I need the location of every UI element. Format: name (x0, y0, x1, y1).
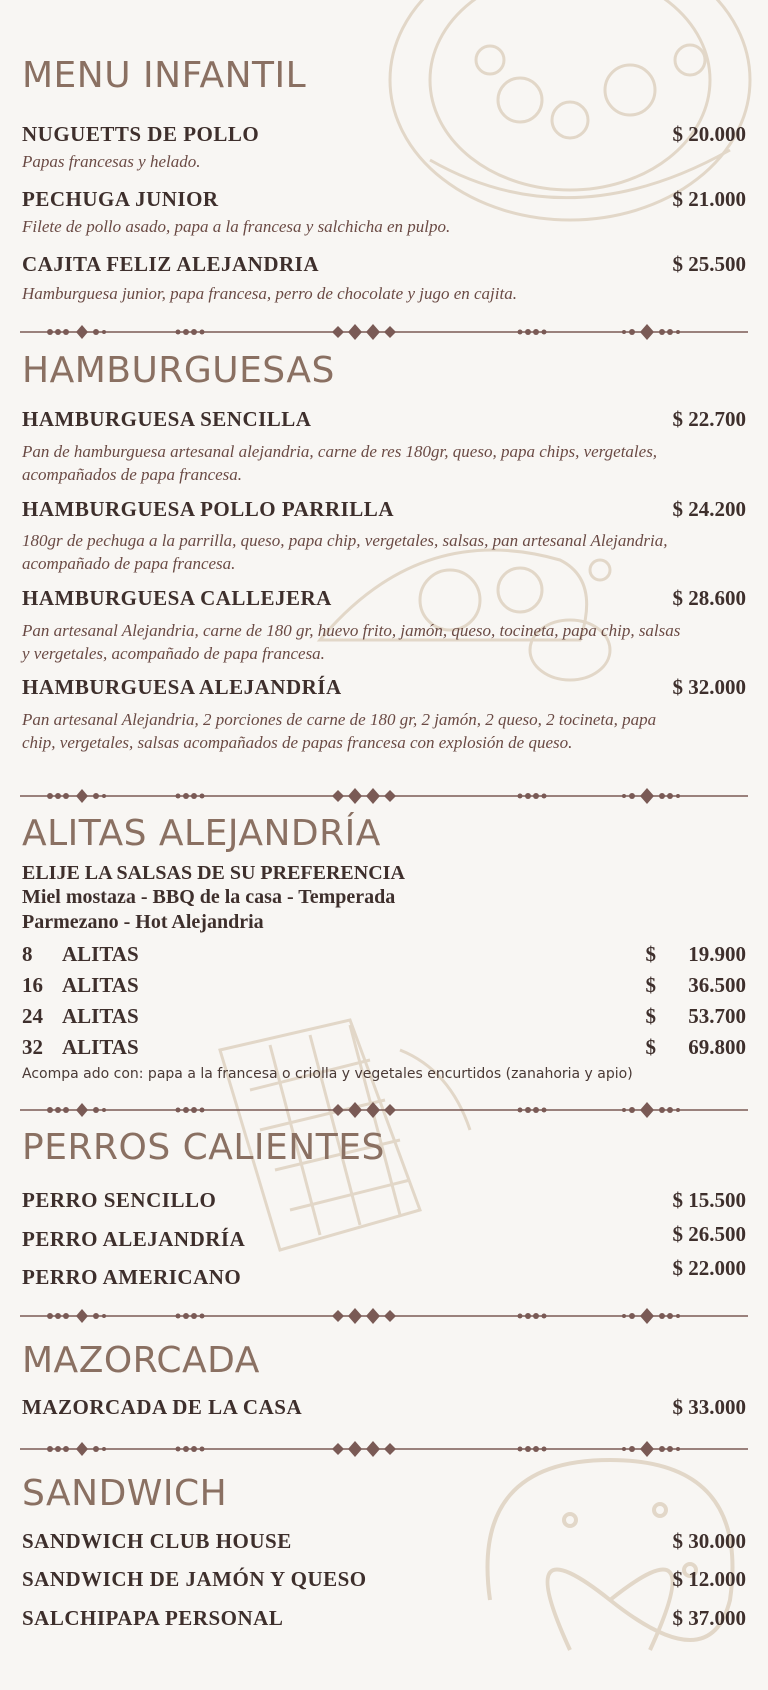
menu-item-name: HAMBURGUESA ALEJANDRÍA (22, 675, 342, 699)
menu-item-price: $ 25.500 (672, 252, 746, 276)
ornament-divider-icon (20, 1100, 748, 1120)
menu-item-name: SANDWICH CLUB HOUSE (22, 1529, 292, 1553)
alitas-price: 36.500 (688, 973, 746, 997)
alitas-sauces-line: Parmezano - Hot Alejandria (22, 911, 264, 933)
menu-item-price: $ 12.000 (672, 1567, 746, 1591)
menu-item-name: CAJITA FELIZ ALEJANDRIA (22, 252, 319, 276)
menu-item-price: $ 26.500 (672, 1222, 746, 1246)
ornament-divider-icon (20, 1439, 748, 1459)
alitas-count: 32 (22, 1035, 43, 1059)
alitas-row (22, 973, 746, 999)
menu-item-name: PERRO AMERICANO (22, 1265, 242, 1289)
alitas-label: ALITAS (62, 973, 139, 997)
menu-item-price: $ 30.000 (672, 1529, 746, 1553)
alitas-note: Acompa ado con: papa a la francesa o criolla y vegetales encurtidos (zanahoria y apio) (22, 1066, 633, 1082)
menu-item-price: $ 28.600 (672, 586, 746, 610)
section-title-mazorcada: MAZORCADA (22, 1340, 260, 1381)
alitas-sauces-line: Miel mostaza - BBQ de la casa - Temperada (22, 886, 396, 908)
alitas-count: 24 (22, 1004, 43, 1028)
menu-item-price: $ 32.000 (672, 675, 746, 699)
menu-item-name: PECHUGA JUNIOR (22, 187, 219, 211)
menu-item-name: PERRO SENCILLO (22, 1188, 217, 1212)
section-title-hamburguesas: HAMBURGUESAS (22, 350, 335, 391)
menu-item-price: $ 22.700 (672, 407, 746, 431)
menu-item-name: NUGUETTS DE POLLO (22, 122, 260, 146)
menu-item-price: $ 24.200 (672, 497, 746, 521)
menu-item-name: HAMBURGUESA SENCILLA (22, 407, 312, 431)
alitas-label: ALITAS (62, 942, 139, 966)
alitas-row (22, 1035, 746, 1061)
alitas-row (22, 942, 746, 968)
menu-item-description: Pan artesanal Alejandria, 2 porciones de carne de 180 gr, 2 jamón, 2 queso, 2 tocineta, papa chip, vergetales, salsas acompañados de papas francesa con explosión de queso. (22, 710, 657, 752)
menu-item-price: $ 37.000 (672, 1606, 746, 1630)
ornament-divider-icon (20, 786, 748, 806)
menu-item-description: 180gr de pechuga a la parrilla, queso, papa chip, vergetales, salsas, pan artesanal Alejandria, acompañado de papa francesa. (22, 531, 668, 573)
menu-item-name: SANDWICH DE JAMÓN Y QUESO (22, 1567, 367, 1591)
menu-item-price: $ 22.000 (672, 1256, 746, 1280)
menu-item-description: Filete de pollo asado, papa a la francesa y salchicha en pulpo. (22, 217, 451, 236)
alitas-count: 16 (22, 973, 43, 997)
menu-item-description: Papas francesas y helado. (22, 152, 201, 171)
menu-item-price: $ 33.000 (672, 1395, 746, 1419)
alitas-subtitle: ELIJE LA SALSAS DE SU PREFERENCIA (22, 862, 405, 884)
alitas-price: 69.800 (688, 1035, 746, 1059)
section-title-menu-infantil: MENU INFANTIL (22, 55, 307, 96)
ornament-divider-icon (20, 322, 748, 342)
alitas-price: 53.700 (688, 1004, 746, 1028)
ornament-divider-icon (20, 1306, 748, 1326)
menu-item-price: $ 15.500 (672, 1188, 746, 1212)
menu-item-description: Pan de hamburguesa artesanal alejandria, carne de res 180gr, queso, papa chips, vergetales, acompañados de papa francesa. (22, 442, 658, 484)
menu-item-name: HAMBURGUESA CALLEJERA (22, 586, 332, 610)
alitas-currency: $ (645, 942, 656, 966)
alitas-currency: $ (645, 1004, 656, 1028)
menu-item-name: HAMBURGUESA POLLO PARRILLA (22, 497, 394, 521)
menu-item-price: $ 21.000 (672, 187, 746, 211)
alitas-row (22, 1004, 746, 1030)
alitas-count: 8 (22, 942, 33, 966)
alitas-label: ALITAS (62, 1004, 139, 1028)
alitas-label: ALITAS (62, 1035, 139, 1059)
menu-item-name: MAZORCADA DE LA CASA (22, 1395, 303, 1419)
menu-item-price: $ 20.000 (672, 122, 746, 146)
menu-item-name: SALCHIPAPA PERSONAL (22, 1606, 284, 1630)
section-title-perros-calientes: PERROS CALIENTES (22, 1127, 385, 1168)
menu-item-description: Pan artesanal Alejandria, carne de 180 gr, huevo frito, jamón, queso, tocineta, papa chip, salsas y vergetales, acompañado de papa francesa. (22, 621, 681, 663)
menu-item-description: Hamburguesa junior, papa francesa, perro de chocolate y jugo en cajita. (22, 284, 517, 303)
menu-item-name: PERRO ALEJANDRÍA (22, 1227, 246, 1251)
alitas-currency: $ (645, 1035, 656, 1059)
alitas-currency: $ (645, 973, 656, 997)
section-title-alitas: ALITAS ALEJANDRÍA (22, 813, 381, 854)
alitas-price: 19.900 (688, 942, 746, 966)
section-title-sandwich: SANDWICH (22, 1473, 228, 1514)
